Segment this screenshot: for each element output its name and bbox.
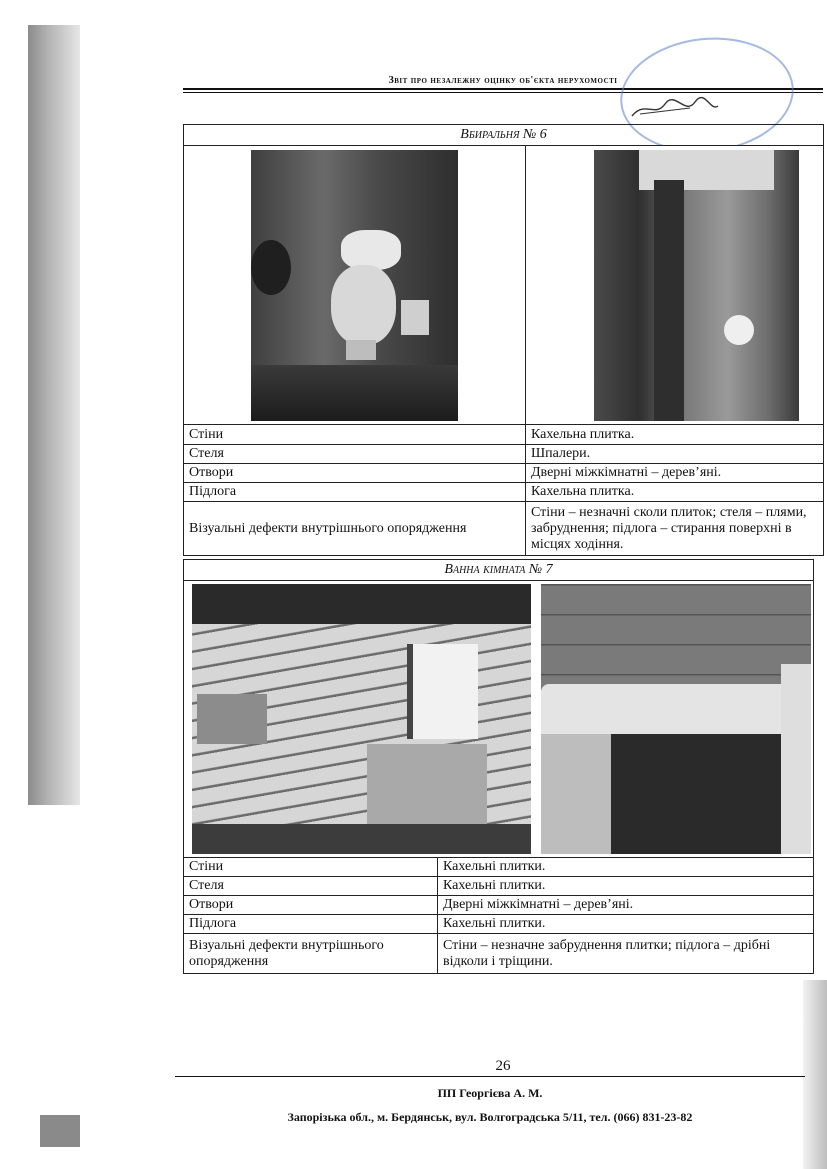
report-header: Звіт про незалежну оцінку об'єкта нерухомості bbox=[388, 75, 618, 86]
row-value: Кахельні плитки. bbox=[438, 858, 814, 877]
row-value: Дверні міжкімнатні – дерев’яні. bbox=[438, 896, 814, 915]
bathtub-photo bbox=[541, 584, 811, 854]
photo-cell bbox=[184, 581, 814, 858]
row-value: Кахельна плитка. bbox=[526, 425, 824, 445]
signature bbox=[630, 96, 720, 120]
footer-company: ПП Георгієва А. М. bbox=[437, 1086, 543, 1100]
toilet-photo bbox=[251, 150, 458, 421]
section-toilet-table bbox=[183, 124, 824, 556]
row-label: Візуальні дефекти внутрішнього опорядження bbox=[184, 934, 438, 974]
row-label: Стіни bbox=[184, 858, 438, 877]
row-label: Отвори bbox=[184, 464, 526, 483]
section-title: Ванна кімната № 7 bbox=[184, 560, 814, 581]
row-value: Кахельні плитки. bbox=[438, 877, 814, 896]
photo-cell bbox=[184, 146, 526, 425]
photo-cell bbox=[526, 146, 824, 425]
row-value: Шпалери. bbox=[526, 445, 824, 464]
row-value: Стіни – незначні сколи плиток; стеля – плями, забруднення; підлога – стирання поверхні в місцях ходіння. bbox=[526, 502, 824, 556]
toilet-corner-photo bbox=[594, 150, 799, 421]
row-label: Стеля bbox=[184, 877, 438, 896]
scan-edge-left bbox=[28, 25, 80, 805]
row-label: Візуальні дефекти внутрішнього опорядження bbox=[184, 502, 526, 556]
row-value: Дверні міжкімнатні – дерев’яні. bbox=[526, 464, 824, 483]
footer-rule bbox=[175, 1076, 805, 1077]
scan-edge-left-bottom bbox=[40, 1115, 80, 1147]
page-number: 26 bbox=[495, 1058, 511, 1074]
row-label: Отвори bbox=[184, 896, 438, 915]
row-label: Стіни bbox=[184, 425, 526, 445]
row-label: Підлога bbox=[184, 915, 438, 934]
row-label: Підлога bbox=[184, 483, 526, 502]
section-title: Вбиральня № 6 bbox=[184, 125, 824, 146]
row-value: Стіни – незначне забруднення плитки; підлога – дрібні відколи і тріщини. bbox=[438, 934, 814, 974]
row-value: Кахельна плитка. bbox=[526, 483, 824, 502]
bathroom-walls-photo bbox=[192, 584, 531, 854]
row-label: Стеля bbox=[184, 445, 526, 464]
section-bathroom-table bbox=[183, 559, 814, 974]
row-value: Кахельні плитки. bbox=[438, 915, 814, 934]
footer-address: Запорізька обл., м. Бердянськ, вул. Волгоградська 5/11, тел. (066) 831-23-82 bbox=[287, 1110, 693, 1124]
